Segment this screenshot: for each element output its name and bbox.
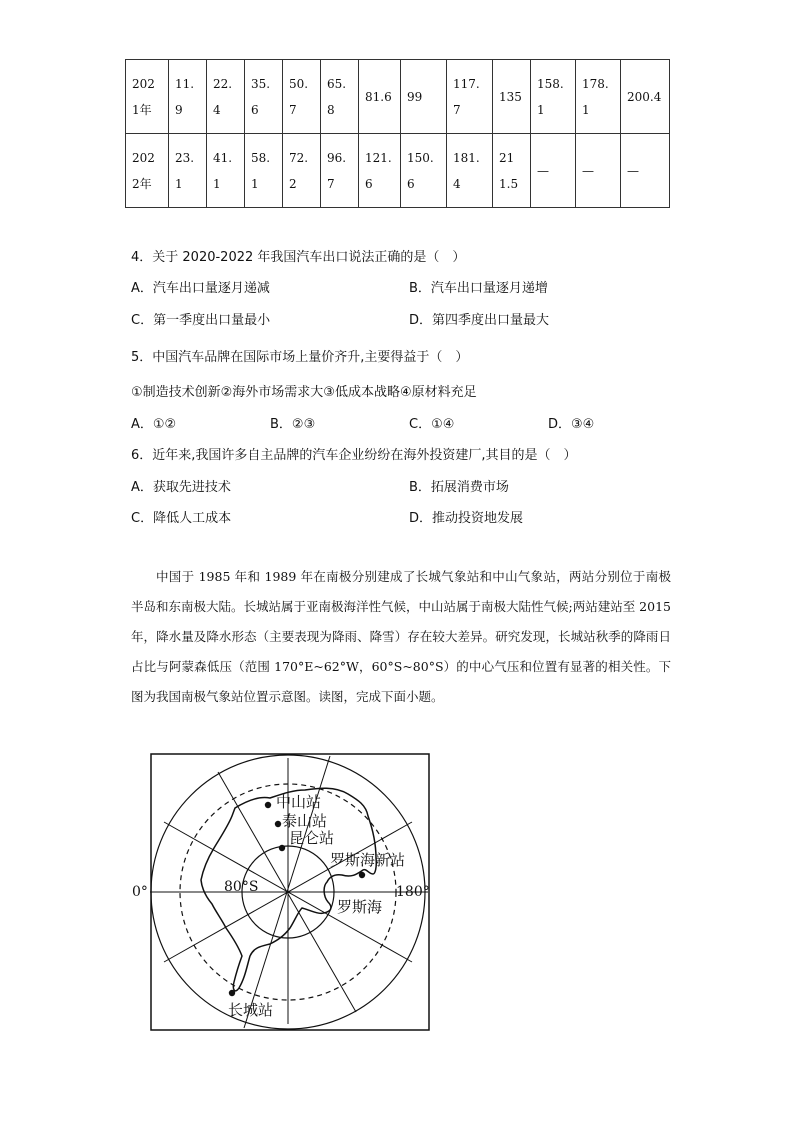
table-cell: 96.7 bbox=[321, 134, 359, 208]
table-cell: 41.1 bbox=[207, 134, 245, 208]
reading-passage: 中国于 1985 年和 1989 年在南极分别建成了长城气象站和中山气象站，两站分别位于南极半岛和东南极大陆。长城站属于亚南极海洋性气候，中山站属于南极大陆性气候;两站建站至 2015 年，降水量及降水形态（主要表现为降雨、降雪）存在较大差异。研究发现，长城站秋季的降雨日占比与阿蒙森低压（范围 170°E~62°W，60°S~80°S）的中心气压和位置有显著的相关性。下图为我国南极气象站位置示意图。读图，完成下面小题。 bbox=[131, 569, 671, 704]
table-cell: 200.4 bbox=[621, 60, 670, 134]
question-6-stem: 6．近年来,我国许多自主品牌的汽车企业纷纷在海外投资建厂,其目的是（ ） bbox=[131, 448, 577, 463]
longitude-180-label: 180° bbox=[396, 884, 430, 900]
q4-option-c[interactable]: C．第一季度出口量最小 bbox=[131, 313, 271, 328]
table-cell: 181.4 bbox=[447, 134, 493, 208]
table-cell: 72.2 bbox=[283, 134, 321, 208]
q6-option-d[interactable]: D．推动投资地发展 bbox=[409, 511, 524, 526]
table-cell: 178.1 bbox=[576, 60, 621, 134]
table-cell: 99 bbox=[401, 60, 447, 134]
table-cell: 35.6 bbox=[245, 60, 283, 134]
table-row bbox=[126, 60, 670, 134]
table-cell: 11.9 bbox=[169, 60, 207, 134]
table-cell: 22.4 bbox=[207, 60, 245, 134]
table-cell: — bbox=[531, 134, 576, 208]
table-cell: 81.6 bbox=[359, 60, 401, 134]
latitude-80s-label: 80°S bbox=[224, 879, 259, 895]
q4-option-d[interactable]: D．第四季度出口量最大 bbox=[409, 313, 550, 328]
table-cell: 58.1 bbox=[245, 134, 283, 208]
table-cell: 50.7 bbox=[283, 60, 321, 134]
question-4-stem: 4．关于 2020-2022 年我国汽车出口说法正确的是（ ） bbox=[131, 250, 466, 265]
q4-option-a[interactable]: A．汽车出口量逐月递减 bbox=[131, 281, 270, 296]
q6-option-b[interactable]: B．拓展消费市场 bbox=[409, 480, 509, 495]
question-5-stem: 5．中国汽车品牌在国际市场上量价齐升,主要得益于（ ） bbox=[131, 350, 469, 365]
table-cell: 2021年 bbox=[126, 60, 169, 134]
antarctica-station-map bbox=[130, 750, 430, 1032]
table-cell: 23.1 bbox=[169, 134, 207, 208]
q5-option-b[interactable]: B．②③ bbox=[270, 417, 316, 432]
q6-option-a[interactable]: A．获取先进技术 bbox=[131, 480, 231, 495]
station-changcheng-label: 长城站 bbox=[228, 1001, 274, 1019]
table-cell: 121.6 bbox=[359, 134, 401, 208]
table-cell: 2022年 bbox=[126, 134, 169, 208]
table-cell: 158.1 bbox=[531, 60, 576, 134]
station-taishan-marker bbox=[275, 812, 327, 830]
table-cell: 150.6 bbox=[401, 134, 447, 208]
q4-option-b[interactable]: B．汽车出口量逐月递增 bbox=[409, 281, 548, 296]
q5-option-d[interactable]: D．③④ bbox=[548, 417, 595, 432]
table-cell: — bbox=[576, 134, 621, 208]
export-data-table bbox=[125, 59, 670, 208]
station-zhongshan-label: 中山站 bbox=[276, 793, 322, 811]
station-taishan-label: 泰山站 bbox=[282, 812, 328, 830]
q5-option-c[interactable]: C．①④ bbox=[409, 417, 455, 432]
table-cell: 135 bbox=[493, 60, 531, 134]
table-cell: 65.8 bbox=[321, 60, 359, 134]
table-row bbox=[126, 134, 670, 208]
station-rossseanew-label: 罗斯海新站 bbox=[330, 851, 406, 869]
q6-option-c[interactable]: C．降低人工成本 bbox=[131, 511, 232, 526]
table-cell: — bbox=[621, 134, 670, 208]
q5-option-a[interactable]: A．①② bbox=[131, 417, 177, 432]
station-kunlun-label: 昆仑站 bbox=[289, 829, 335, 847]
table-cell: 117.7 bbox=[447, 60, 493, 134]
longitude-0-label: 0° bbox=[132, 884, 148, 900]
ross-sea-label: 罗斯海 bbox=[337, 898, 383, 916]
table-cell: 211.5 bbox=[493, 134, 531, 208]
q5-numbered-options: ①制造技术创新②海外市场需求大③低成本战略④原材料充足 bbox=[131, 385, 477, 400]
